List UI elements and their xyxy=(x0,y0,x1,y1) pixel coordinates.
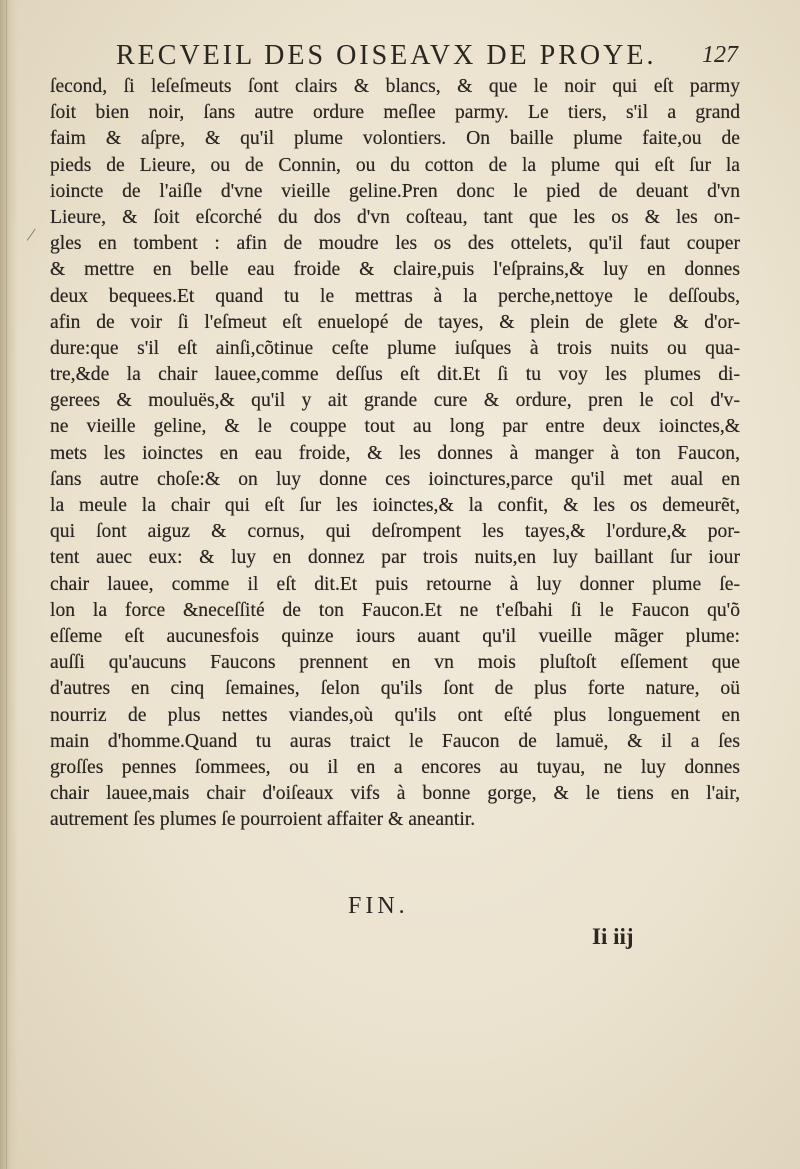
text-line: groſſes pennes ſommees, ou il en a encores au tuyau, ne luy donnes xyxy=(50,756,740,778)
text-line: ſecond, ſi leſeſmeuts ſont clairs & blancs, & que le noir qui eſt parmy xyxy=(50,76,740,97)
text-line: main d'homme.Quand tu auras traict le Faucon de lamuë, & il a ſes xyxy=(50,730,740,752)
body-text xyxy=(50,74,740,833)
text-line: qui ſont aiguz & cornus, qui deſrompent les tayes,& l'ordure,& por- xyxy=(50,521,740,543)
text-line: mets les ioinctes en eau froide, & les donnes à manger à ton Faucon, xyxy=(50,442,740,464)
text-line: afin de voir ſi l'eſmeut eſt enuelopé de tayes, & plein de glete & d'or- xyxy=(50,311,740,333)
gutter-shadow xyxy=(0,0,18,1169)
text-line: nourriz de plus nettes viandes,où qu'ils ont eſté plus longuement en xyxy=(50,704,740,726)
text-line: ſans autre choſe:& on luy donne ces ioinctures,parce qu'il met aual en xyxy=(50,468,740,490)
page-number: 127 xyxy=(702,42,738,68)
text-line: gerees & mouluës,& qu'il y ait grande cure & ordure, pren le col d'v- xyxy=(50,390,740,412)
text-line: & mettre en belle eau froide & claire,puis l'eſprains,& luy en donnes xyxy=(50,259,740,281)
text-line: deux bequees.Et quand tu le mettras à la perche,nettoye le deſſoubs, xyxy=(50,285,740,307)
fin-text: FIN. xyxy=(348,893,409,919)
text-line: ioincte de l'aiſle d'vne vieille geline.Pren donc le pied de deuant d'vn xyxy=(50,180,740,202)
text-line: tre,&de la chair lauee,comme deſſus eſt dit.Et ſi tu voy les plumes di- xyxy=(50,364,740,386)
text-line: faim & aſpre, & qu'il plume volontiers. On baille plume faite,ou de xyxy=(50,128,740,150)
page-header xyxy=(116,40,746,76)
text-line: Lieure, & ſoit eſcorché du dos d'vn coſteau, tant que les os & les on- xyxy=(50,206,740,228)
text-line: ne vieille geline, & le couppe tout au long par entre deux ioinctes,& xyxy=(50,416,740,438)
text-line: auſſi qu'aucuns Faucons prennent en vn mois pluſtoſt eſſement que xyxy=(50,652,740,674)
page-edge-line xyxy=(6,0,7,1169)
text-line: lon la force &neceſſité de ton Faucon.Et ne t'eſbahi ſi le Faucon qu'õ xyxy=(50,599,740,621)
margin-mark xyxy=(27,229,42,246)
text-line: ſoit bien noir, ſans autre ordure meſlee parmy. Le tiers, s'il a grand xyxy=(50,102,740,124)
text-line: d'autres en cinq ſemaines, ſelon qu'ils ſont de plus forte nature, oü xyxy=(50,678,740,700)
text-line: tent auec eux: & luy en donnez par trois nuits,en luy baillant ſur iour xyxy=(50,547,740,569)
text-line: autrement ſes plumes ſe pourroient affaiter & aneantir. xyxy=(50,809,476,831)
text-line: chair lauee,mais chair d'oiſeaux vifs à bonne gorge, & le tiens en l'air, xyxy=(50,783,740,805)
text-line: eſſeme eſt aucunesfois quinze iours auant qu'il vueille mãger plume: xyxy=(50,625,740,647)
text-line: la meule la chair qui eſt ſur les ioinctes,& la confit, & les os demeurẽt, xyxy=(50,495,740,516)
text-line: chair lauee, comme il eſt dit.Et puis retourne à luy donner plume ſe- xyxy=(50,573,740,595)
text-line: gles en tombent : afin de moudre les os des ottelets, qu'il faut couper xyxy=(50,233,740,255)
text-line: pieds de Lieure, ou de Connin, ou du cotton de la plume qui eſt ſur la xyxy=(50,154,740,176)
signature-mark: Ii iij xyxy=(592,924,634,949)
running-title: RECVEIL DES OISEAVX DE PROYE. xyxy=(116,40,657,71)
text-line: dure:que s'il eſt ainſi,cõtinue ceſte plume iuſques à trois nuits ou qua- xyxy=(50,337,740,359)
